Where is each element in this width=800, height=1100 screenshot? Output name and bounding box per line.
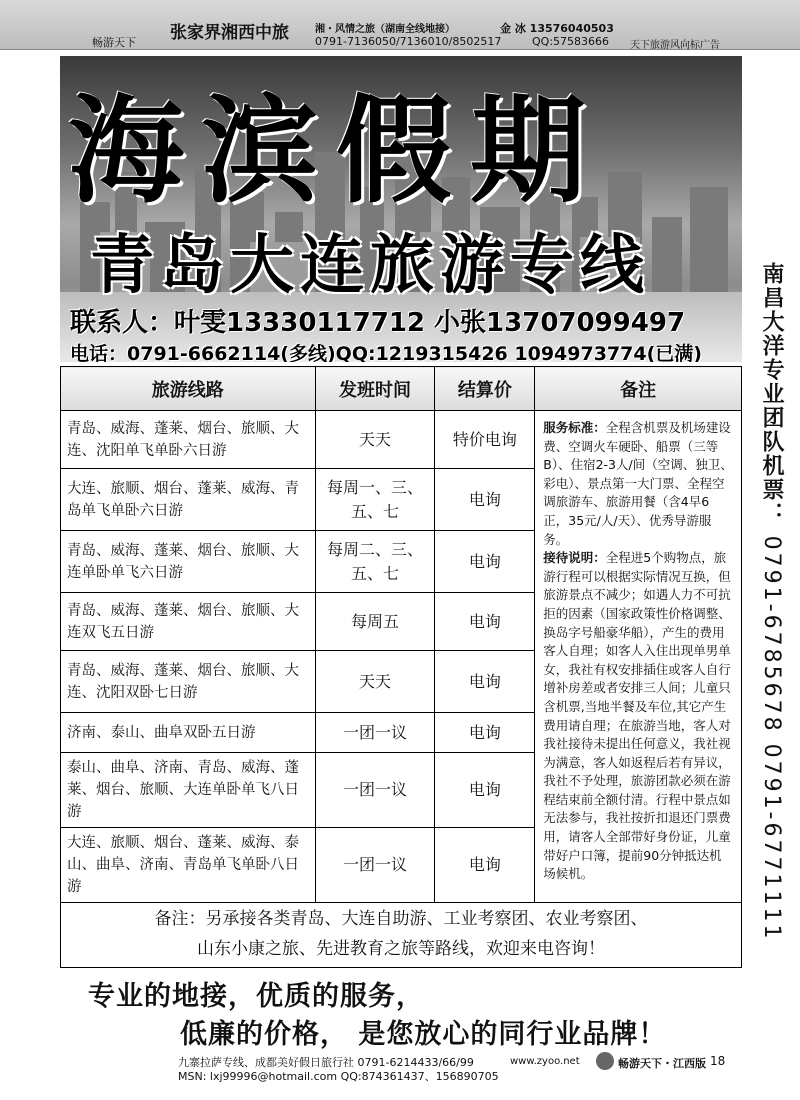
header-slogan: 湘・风情之旅（湖南全线地接） xyxy=(315,24,455,35)
route-cell: 青岛、威海、蓬莱、烟台、旅顺、大连、沈阳单飞单卧六日游 xyxy=(61,411,316,469)
banner-title: 海滨假期 xyxy=(68,83,604,219)
slogan-line2: 低廉的价格， 是您放心的同行业品牌！ xyxy=(180,1019,667,1050)
reception-title: 接待说明： xyxy=(543,550,606,566)
slogan-line1: 专业的地接，优质的服务， xyxy=(88,981,424,1012)
table-footnote xyxy=(60,900,742,968)
time-cell: 每周一、三、五、七 xyxy=(315,469,435,531)
route-cell: 青岛、威海、蓬莱、烟台、旅顺、大连单卧单飞六日游 xyxy=(61,531,316,593)
notes-cell xyxy=(535,411,742,903)
header-notes: 备注 xyxy=(535,367,742,411)
header-brand: 畅游天下 xyxy=(92,36,136,49)
time-cell: 一团一议 xyxy=(315,828,435,903)
price-cell: 电询 xyxy=(435,713,535,753)
footer-ad-line1: 九寨拉萨专线、成都美好假日旅行社 0791-6214433/66/99 xyxy=(178,1056,474,1069)
table-header-row xyxy=(61,367,742,411)
price-cell: 电询 xyxy=(435,828,535,903)
banner xyxy=(60,56,742,362)
route-cell: 泰山、曲阜、济南、青岛、威海、蓬莱、烟台、旅顺、大连单卧单飞八日游 xyxy=(61,753,316,828)
table-row xyxy=(61,411,742,469)
price-cell: 电询 xyxy=(435,531,535,593)
route-cell: 大连、旅顺、烟台、蓬莱、威海、泰山、曲阜、济南、青岛单飞单卧八日游 xyxy=(61,828,316,903)
footer-ad-line2: MSN: lxj99996@hotmail.com QQ:874361437、156890705 xyxy=(178,1070,499,1083)
route-cell: 青岛、威海、蓬莱、烟台、旅顺、大连、沈阳双卧七日游 xyxy=(61,651,316,713)
header-phones: 0791-7136050/7136010/8502517 xyxy=(315,35,502,48)
footnote-line1: 备注：另承接各类青岛、大连自助游、工业考察团、农业考察团、 xyxy=(154,909,648,929)
price-cell: 电询 xyxy=(435,469,535,531)
time-cell: 天天 xyxy=(315,651,435,713)
time-cell: 每周二、三、五、七 xyxy=(315,531,435,593)
header-company: 张家界湘西中旅 xyxy=(170,23,289,43)
side-ticket-ad xyxy=(748,262,794,941)
banner-subtitle: 青岛大连旅游专线 xyxy=(90,228,650,303)
time-cell: 一团一议 xyxy=(315,753,435,828)
header-contact: 金 冰 13576040503 xyxy=(500,22,614,35)
routes-table xyxy=(60,366,742,903)
side-phone-numbers: 0791-6785678 0791-6771111 xyxy=(759,535,784,942)
magazine-logo-icon xyxy=(596,1052,614,1070)
page-footer xyxy=(0,1050,800,1100)
time-cell: 天天 xyxy=(315,411,435,469)
header-qq: QQ:57583666 xyxy=(532,35,610,48)
service-text: 全程含机票及机场建设费、空调火车硬卧、船票（三等B）、住宿2-3人/间（空调、独卫、彩电）、景点第一大门票、全程空调旅游车、旅游用餐（含4早6正，35元/人/天）、优秀导游服务。 xyxy=(543,420,733,547)
side-label: 南昌大洋专业团队机票： xyxy=(759,262,784,526)
price-cell: 电询 xyxy=(435,753,535,828)
banner-contact: 联系人：叶雯13330117712 小张13707099497 xyxy=(70,308,686,338)
route-cell: 青岛、威海、蓬莱、烟台、旅顺、大连双飞五日游 xyxy=(61,593,316,651)
header-ad-label: 天下旅游风向标广告 xyxy=(630,40,720,51)
price-cell: 特价电询 xyxy=(435,411,535,469)
time-cell: 每周五 xyxy=(315,593,435,651)
top-header xyxy=(0,0,800,50)
price-cell: 电询 xyxy=(435,593,535,651)
price-cell: 电询 xyxy=(435,651,535,713)
banner-phone: 电话：0791-6662114(多线)QQ:1219315426 1094973774(已满) xyxy=(70,343,702,362)
footer-brand: 畅游天下・江西版 xyxy=(618,1057,706,1070)
page-number: 18 xyxy=(710,1054,726,1068)
time-cell: 一团一议 xyxy=(315,713,435,753)
header-route: 旅游线路 xyxy=(61,367,316,411)
footer-website: www.zyoo.net xyxy=(510,1056,580,1067)
service-title: 服务标准： xyxy=(543,420,606,435)
route-cell: 济南、泰山、曲阜双卧五日游 xyxy=(61,713,316,753)
reception-text: 全程进5个购物点，旅游行程可以根据实际情况互换，但旅游景点不减少；如遇人力不可抗拒的因素（国家政策性价格调整、换岛字号船豪华船），产生的费用客人自理；如客人入住出现单男单女，我社有权安排插住或客人自行增补房差或者安排三人间；儿童只含机票,当地半餐及车位,其它产生费用请自理；在旅游当地，客人对我社接待未提出任何意义，我社视为满意，客人如返程后若有异议，我社不予处理，旅游团款必须在游程结束前全额付清。行程中景点如无法参与，我社按折扣退还门票费用，请客人全部带好身份证，儿童带好户口簿，提前90分钟抵达机场候机。 xyxy=(543,550,731,882)
header-price: 结算价 xyxy=(435,367,535,411)
header-time: 发班时间 xyxy=(315,367,435,411)
footnote-line2: 山东小康之旅、先进教育之旅等路线，欢迎来电咨询！ xyxy=(197,939,605,959)
route-cell: 大连、旅顺、烟台、蓬莱、威海、青岛单飞单卧六日游 xyxy=(61,469,316,531)
